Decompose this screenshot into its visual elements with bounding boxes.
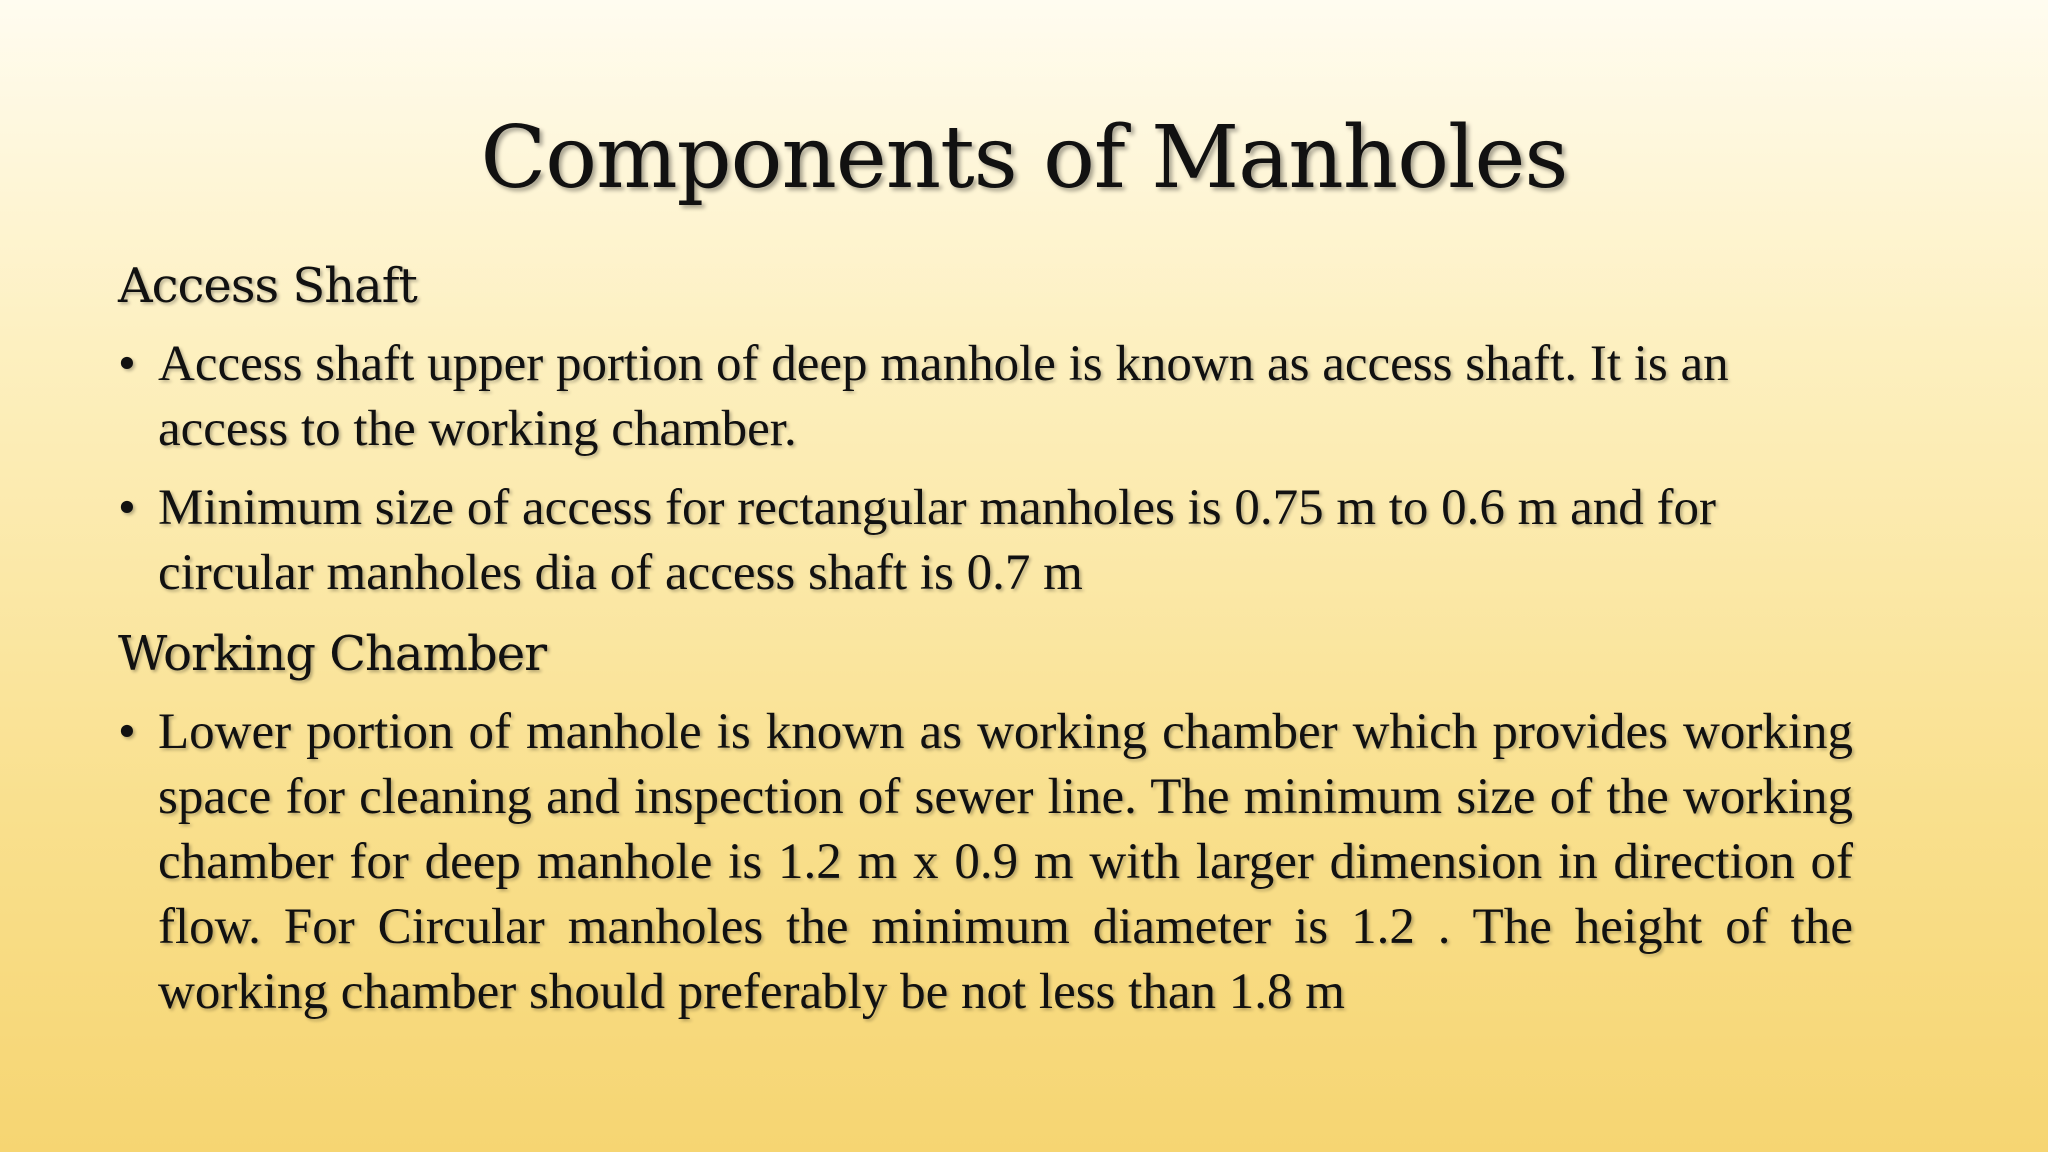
bullet-icon: •	[118, 336, 136, 392]
bullet-text: Minimum size of access for rectangular manholes is 0.75 m to 0.6 m and for circular manholes dia of access shaft is 0.7 m	[158, 480, 1716, 601]
bullet-icon: •	[118, 704, 136, 760]
section-heading-working-chamber: Working Chamber	[118, 626, 547, 682]
bullet-item	[118, 332, 1853, 462]
bullet-item	[118, 476, 1853, 606]
slide-body	[118, 252, 1853, 1039]
bullet-text: Lower portion of manhole is known as working chamber which provides working space for cleaning and inspection of sewer line. The minimum size of the working chamber for deep manhole is 1.2 m x 0.9 m with larger dimension in direction of flow. For Circular manholes the minimum diameter is 1.2 . The height of the working chamber should preferably be not less than 1.8 m	[158, 704, 1853, 1020]
bullet-item	[118, 700, 1853, 1025]
bullet-icon: •	[118, 480, 136, 536]
slide-title: Components of Manholes	[480, 108, 1568, 208]
section-heading-access-shaft: Access Shaft	[118, 258, 417, 314]
bullet-text: Access shaft upper portion of deep manhole is known as access shaft. It is an access to the working chamber.	[158, 336, 1729, 457]
